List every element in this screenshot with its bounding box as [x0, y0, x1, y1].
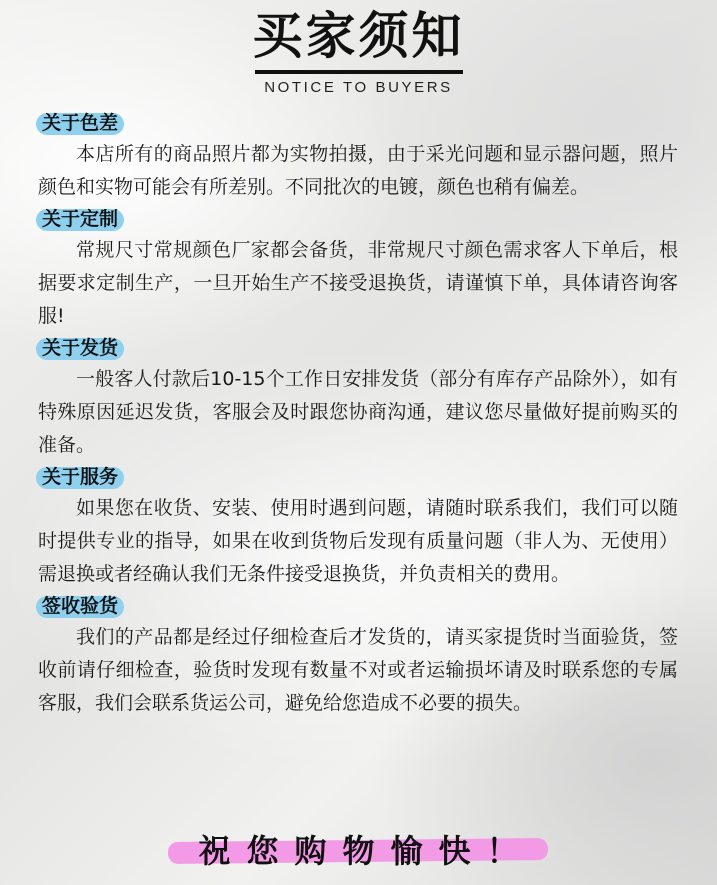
notice-body	[38, 108, 678, 720]
section-heading: 关于色差	[38, 108, 122, 138]
section-service	[38, 462, 678, 591]
closing-message-wrap	[182, 826, 534, 872]
closing-message-text: 祝您购物愉快！	[198, 832, 535, 870]
section-text: 本店所有的商品照片都为实物拍摄，由于采光问题和显示器问题，照片颜色和实物可能会有所差别。不同批次的电镀，颜色也稍有偏差。	[38, 143, 678, 198]
section-text: 常规尺寸常规颜色厂家都会备货，非常规尺寸颜色需求客人下单后，根据要求定制生产，一旦开始生产不接受退换货，请谨慎下单，具体请咨询客服!	[38, 239, 678, 327]
section-text: 一般客人付款后10-15个工作日安排发货（部分有库存产品除外），如有特殊原因延迟发货，客服会及时跟您协商沟通，建议您尽量做好提前购买的准备。	[38, 368, 678, 456]
section-customization	[38, 204, 678, 333]
title-underline	[255, 70, 463, 74]
notice-header	[0, 6, 717, 96]
closing-message	[0, 826, 717, 872]
page-subtitle: NOTICE TO BUYERS	[264, 79, 453, 96]
section-text: 如果您在收货、安装、使用时遇到问题，请随时联系我们，我们可以随时提供专业的指导，如果在收到货物后发现有质量问题（非人为、无使用）需退换或者经确认我们无条件接受退换货，并负责相关的费用。	[38, 497, 678, 585]
section-text: 我们的产品都是经过仔细检查后才发货的，请买家提货时当面验货，签收前请仔细检查，验货时发现有数量不对或者运输损坏请及时联系您的专属客服，我们会联系货运公司，避免给您造成不必要的损失。	[38, 626, 678, 714]
section-inspection	[38, 591, 678, 720]
section-color-difference	[38, 108, 678, 204]
section-heading: 签收验货	[38, 591, 122, 621]
section-heading: 关于定制	[38, 204, 122, 234]
section-heading: 关于服务	[38, 462, 122, 492]
section-shipping	[38, 333, 678, 462]
page-title: 买家须知	[252, 7, 465, 65]
section-heading: 关于发货	[38, 333, 122, 363]
